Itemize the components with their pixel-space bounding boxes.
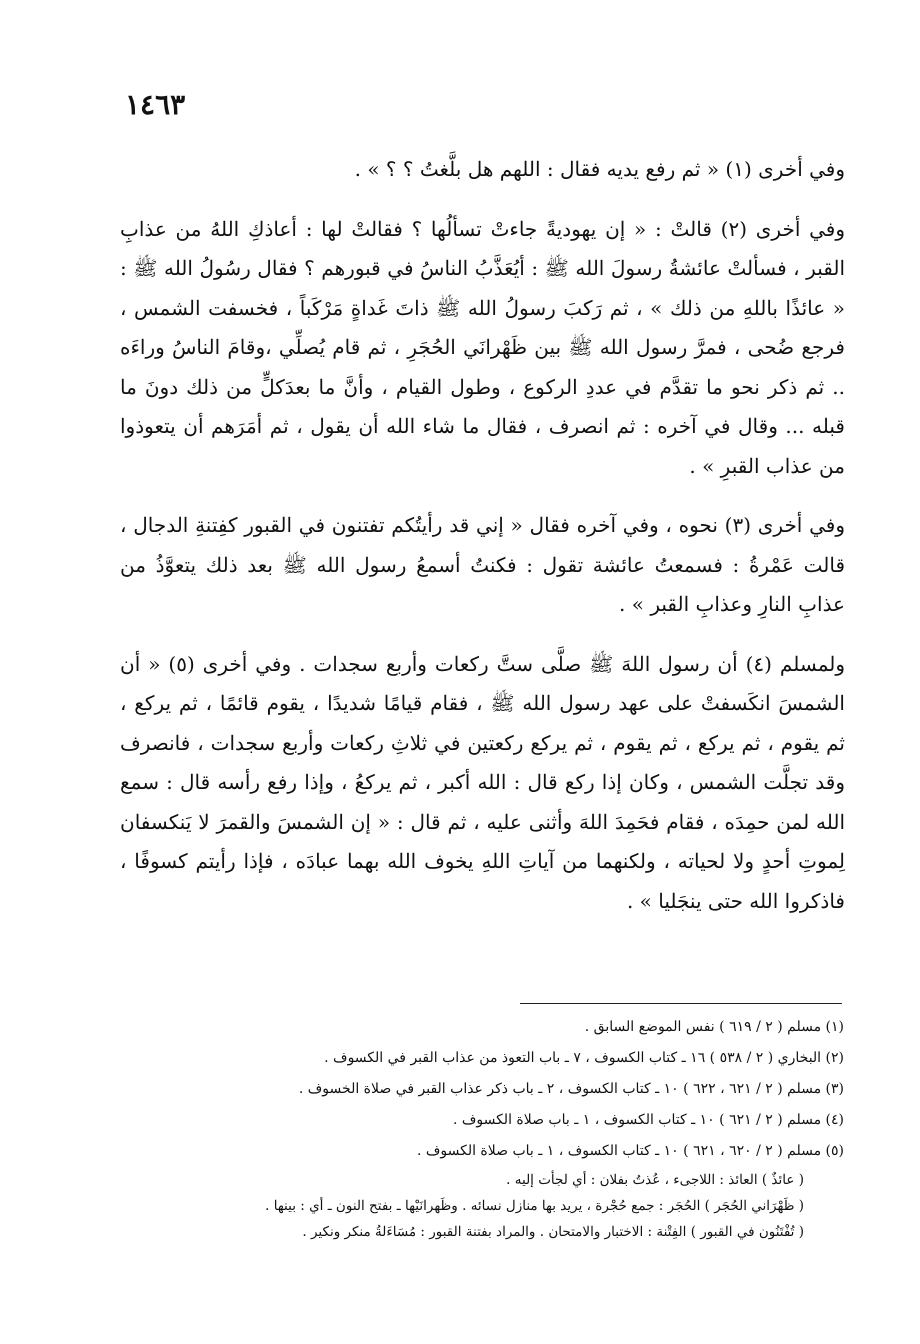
footnote: (٤) مسلم ( ٢ / ٦٢١ ) ١٠ ـ كتاب الكسوف ، ١ ـ باب صلاة الكسوف . bbox=[452, 1112, 844, 1128]
footnote: (٣) مسلم ( ٢ / ٦٢١ ، ٦٢٢ ) ١٠ ـ كتاب الكسوف ، ٢ ـ باب ذكر عذاب القبر في صلاة الخسوف . bbox=[298, 1081, 844, 1097]
paragraph: وفي أخرى (٣) نحوه ، وفي آخره فقال « إني قد رأيتُكم تفتنون في القبور كفِتنةِ الدجال ، قالت عَمْرةُ : فسمعتُ عائشة تقول : فكنتُ أسمعُ رسول الله ﷺ بعد ذلك يتعوَّذُ من عذابِ النارِ وعذابِ القبر » . bbox=[120, 513, 845, 616]
footnote-separator bbox=[520, 1003, 842, 1004]
footnote: (٥) مسلم ( ٢ / ٦٢٠ ، ٦٢١ ) ١٠ ـ كتاب الكسوف ، ١ ـ باب صلاة الكسوف . bbox=[416, 1143, 844, 1159]
glossary bbox=[160, 1167, 844, 1245]
paragraph: وفي أخرى (١) « ثم رفع يديه فقال : اللهم هل بلَّغتُ ؟ ؟ » . bbox=[354, 157, 845, 181]
paragraph: وفي أخرى (٢) قالتْ : « إن يهوديةً جاءتْ تسألُها ؟ فقالتْ لها : أعاذكِ اللهُ من عذابِ القبر ، فسألتْ عائشةُ رسولَ الله ﷺ : أيُعَذَّبُ الناسُ في قبورهم ؟ فقال رسُولُ الله ﷺ : « عائذًا باللهِ من ذلك » ، ثم رَكبَ رسولُ الله ﷺ ذاتَ غَداةٍ مَرْكَباً ، فخسفت الشمس ، فرجع ضُحى ، فمرَّ رسول الله ﷺ بين ظَهْرانَي الحُجَرِ ، ثم قام يُصلِّي ،وقامَ الناسُ وراءَه .. ثم ذكر نحو ما تقدَّم في عددِ الركوع ، وطول القيام ، وأنَّ ما بعدَكلٍّ من ذلك دونَ ما قبله ... وقال في آخره : ثم انصرف ، فقال ما شاء الله أن يقول ، ثم أمَرَهم أن يتعوذوا من عذاب القبرِ » . bbox=[120, 216, 846, 478]
footnote: (٢) البخاري ( ٢ / ٥٣٨ ) ١٦ ـ كتاب الكسوف ، ٧ ـ باب التعوذ من عذاب القبر في الكسوف . bbox=[324, 1050, 844, 1066]
footnotes bbox=[160, 1012, 844, 1245]
paragraph: ولمسلم (٤) أن رسول اللهَ ﷺ صلَّى ستَّ ركعات وأربع سجدات . وفي أخرى (٥) « أن الشمسَ انكَسفتْ على عهد رسول الله ﷺ ، فقام قيامًا شديدًا ، يقوم قائمًا ، ثم يركع ، ثم يقوم ، ثم يركع ، ثم يقوم ، ثم يركع ركعتين في ثلاثِ ركعات وأربع سجدات ، فانصرف وقد تجلَّت الشمس ، وكان إذا ركع قال : الله أكبر ، ثم يركعُ ، وإذا رفع رأسه قال : سمع الله لمن حمِدَه ، فقام فحَمِدَ اللهَ وأثنى عليه ، ثم قال : « إن الشمسَ والقمرَ لا يَنكسفان لِموتِ أحدٍ ولا لحياته ، ولكنهما من آياتِ اللهِ يخوف الله بهما عبادَه ، فإذا رأيتم كسوفًا ، فاذكروا الله حتى ينجَليا » . bbox=[120, 651, 846, 913]
glossary-entry: ( ظَهْرَاني الحُجَر ) الحُجَر : جمع حُجْرة ، يريد بها منازل نسائه . وظَهرانَيْها ـ بفتح النون ـ أي : بينها . bbox=[265, 1198, 804, 1214]
glossary-entry: ( عائذٌ ) العائذ : اللاجىء ، عُذتُ بفلان : أي لجأت إليه . bbox=[506, 1172, 804, 1188]
page-number: ١٤٦٣ bbox=[125, 88, 186, 121]
glossary-entry: ( تُفْتَنُون في القبور ) الفِتْنة : الاختبار والامتحان . والمراد بفتنة القبور : مُسَاءَلةُ منكر ونكير . bbox=[302, 1224, 804, 1240]
footnote: (١) مسلم ( ٢ / ٦١٩ ) نفس الموضع السابق . bbox=[584, 1019, 844, 1035]
main-text bbox=[120, 150, 845, 941]
